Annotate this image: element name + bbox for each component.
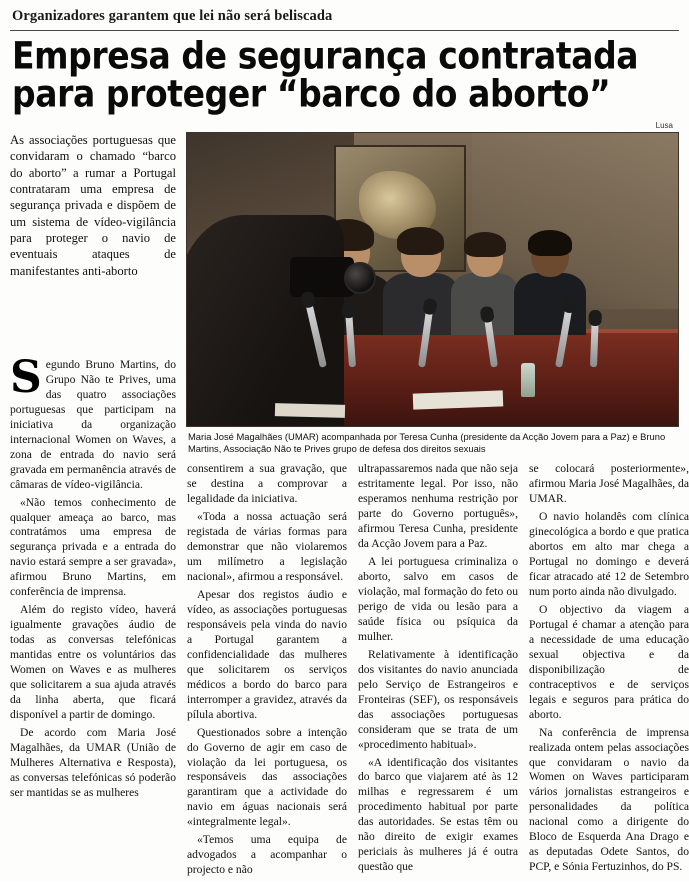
body-paragraph: Apesar dos registos áudio e vídeo, as associações portuguesas responsáveis pela vinda do navio a Portugal garantem a confidencialidade das mulheres que solicitarem os serviços médicos a bordo do barco para interromper a gravidez, através da pílula abortiva. bbox=[187, 588, 347, 721]
headline-line-2: para proteger “barco do aborto” bbox=[12, 71, 611, 116]
figure-head bbox=[401, 232, 441, 277]
panelist-figure-2 bbox=[401, 232, 441, 335]
kicker-divider bbox=[10, 30, 679, 31]
body-paragraph: Questionados sobre a intenção do Governo de agir em caso de violação da lei portuguesa, os responsáveis das associações garantiram que a actividade do navio em águas nacionais será «integralmente legal». bbox=[187, 725, 347, 829]
body-paragraph: «A identificação dos visitantes do barco que viajarem até às 12 milhas e regressarem é um procedimento habitual por parte das autoridades. Se estas têm ou não direito de exigir exames periciais às mulheres já é outra questão que bbox=[358, 755, 518, 874]
intro-column bbox=[10, 132, 176, 279]
body-column-2 bbox=[358, 462, 518, 878]
lead-paragraph: «Não temos conhecimento de qualquer ameaça ao barco, mas contratámos uma empresa de segurança privada e a entrada do navio estará sempre a ser gravada», afirmou Bruno Martins, em conferência de imprensa. bbox=[10, 495, 176, 599]
lead-paragraph: Além do registo vídeo, haverá igualmente gravações áudio de todas as conversas telefónicas mantidas entre os voluntários das Women on Waves e as mulheres que solicitarem a sua ajuda através da linha aberta, que ficará disponível a partir de domingo. bbox=[10, 603, 176, 721]
body-paragraph: Na conferência de imprensa realizada ontem pelas associações que convidaram o navio da Women on Waves participaram vários jornalistas estrangeiros e personalidades da política nacional como a dirigente do Bloco de Esquerda Ana Drago e as deputadas Odete Santos, do PCP, e Sónia Fertuzinhos, do PS. bbox=[529, 725, 689, 874]
body-paragraph: O objectivo da viagem a Portugal é chamar a atenção para a necessidade de uma educação sexual objectiva e da disponibilização de contraceptivos e de serviços legais e seguros para prática do aborto. bbox=[529, 602, 689, 721]
lead-paragraph: egundo Bruno Martins, do Grupo Não te Prives, uma das quatro associações portuguesas que participam na iniciativa da organização internacional Women on Waves, a zona de entrada do navio será gravada em permanência através de câmaras de vídeo-vigilância. bbox=[10, 358, 176, 491]
body-column-3 bbox=[529, 462, 689, 878]
figure-head bbox=[467, 237, 503, 277]
body-paragraph: Relativamente à identificação dos visitantes do navio anunciada pelo Serviço de Estrangeiros e Fronteiras (SEF), os responsáveis das associações portuguesas consideram que se trata de um «procedimento habitual». bbox=[358, 647, 518, 751]
body-paragraph: ultrapassaremos nada que não seja estritamente legal. Por isso, não esperamos nenhuma restrição por parte do Governo português», afirmou Teresa Cunha, presidente da Acção Jovem para a Paz. bbox=[358, 462, 518, 551]
body-paragraph: se colocará posteriormente», afirmou Maria José Magalhães, da UMAR. bbox=[529, 462, 689, 506]
figure-hair bbox=[464, 232, 506, 257]
photographer-silhouette bbox=[186, 215, 344, 426]
figure-head bbox=[531, 235, 569, 278]
article-body-columns bbox=[187, 462, 689, 881]
intro-paragraph: As associações portuguesas que convidaram o chamado “barco do aborto” a rumar a Portugal contrataram uma empresa de segurança privada e dispõem de um sistema de vídeo-vigilância para proteger o navio de eventuais ataques de manifestantes anti-aborto bbox=[10, 132, 176, 278]
headline bbox=[10, 35, 679, 118]
photo-credit: Lusa bbox=[655, 120, 673, 130]
body-column-1 bbox=[187, 462, 347, 881]
headline-line-1: Empresa de segurança contratada bbox=[12, 33, 639, 78]
body-paragraph: «Toda a nossa actuação será registada de várias formas para demonstrar que não violaremos um milímetro a legislação nacional», afirmou a responsável. bbox=[187, 510, 347, 584]
figure-hair bbox=[397, 227, 443, 255]
figure-hair bbox=[528, 230, 572, 256]
lead-column bbox=[10, 352, 176, 804]
camera-icon bbox=[290, 257, 354, 297]
drop-cap: S bbox=[10, 352, 42, 403]
press-conference-photo bbox=[186, 132, 679, 427]
papers-on-table bbox=[275, 403, 345, 418]
microphone-icon bbox=[590, 321, 599, 367]
body-paragraph: consentirem a sua gravação, que se destina a comprovar a legalidade da iniciativa. bbox=[187, 462, 347, 506]
lead-paragraph: De acordo com Maria José Magalhães, da UMAR (União de Mulheres Alternativa e Resposta), as conversas telefónicas só poderão ser mantidas se as mulheres bbox=[10, 725, 176, 799]
body-paragraph: A lei portuguesa criminaliza o aborto, salvo em casos de violação, mal formação do feto ou perigo de vida ou lesão para a saúde física ou psíquica da mulher. bbox=[358, 555, 518, 643]
lead-text bbox=[10, 352, 176, 801]
body-paragraph: «Temos uma equipa de advogados a acompanhar o projecto e não bbox=[187, 833, 347, 877]
photo-column bbox=[186, 132, 679, 455]
water-bottle bbox=[521, 363, 535, 397]
photo-caption: Maria José Magalhães (UMAR) acompanhada por Teresa Cunha (presidente da Acção Jovem para a Paz) e Bruno Martins, Associação Não te Prives grupo de defesa dos direitos sexuais bbox=[188, 430, 666, 455]
figure-body bbox=[383, 273, 459, 335]
kicker-text: Organizadores garantem que lei não será beliscada bbox=[12, 8, 333, 24]
body-paragraph: O navio holandês com clínica ginecológica a bordo e que pratica abortos em alto mar chega a Portugal no domingo e deverá ficar atracado até 12 de Setembro num porto ainda não divulgado. bbox=[529, 510, 689, 599]
